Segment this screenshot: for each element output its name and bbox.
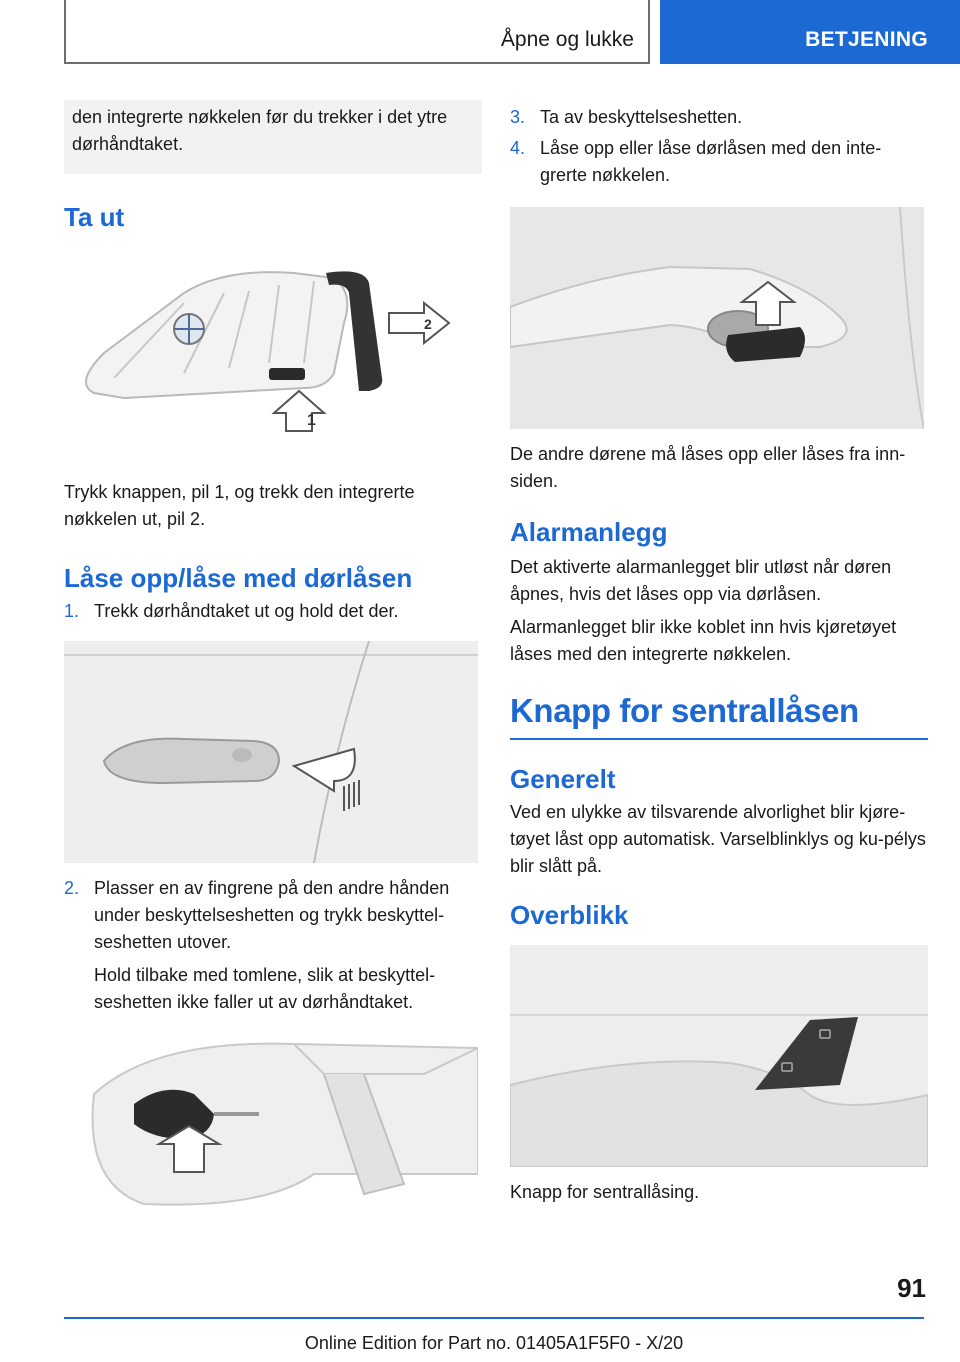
note-text: den integrerte nøkkelen før du trekker i det ytre dørhåndtaket. (72, 107, 448, 154)
header-section-title: Åpne og lukke (500, 28, 634, 51)
steps-list-right (510, 104, 928, 189)
list-item (64, 875, 482, 1016)
heading-alarm: Alarmanlegg (510, 517, 668, 547)
page-number: 91 (897, 1273, 926, 1303)
note-box (64, 100, 482, 174)
right-column (510, 100, 928, 1206)
para-alarm-2: Alarmanlegget blir ikke koblet inn hvis kjøretøyet låses med den integrerte nøkkelen. (510, 617, 897, 664)
para-alarm-1: Det aktiverte alarmanlegget blir utløst når døren åpnes, hvis det låses opp via dørlåsen. (510, 557, 892, 604)
caption-take-out: Trykk knappen, pil 1, og trekk den integrerte nøkkelen ut, pil 2. (64, 482, 415, 529)
step-number: 4. (510, 138, 526, 158)
footer-rule (64, 1317, 924, 1319)
heading-central-locking: Knapp for sentrallåsen (510, 692, 859, 729)
heading-general: Generelt (510, 764, 616, 794)
step-text: Plasser en av fingrene på den andre hånden under beskyttelseshetten og trykk beskyttel-seshetten utover. (94, 878, 450, 952)
heading-take-out: Ta ut (64, 202, 125, 232)
key-removal-figure (64, 263, 482, 453)
step-text: Låse opp eller låse dørlåsen med den inte-grerte nøkkelen. (540, 138, 882, 185)
edition-text: Online Edition for Part no. 01405A1F5F0 - X/20 (304, 1333, 684, 1353)
protective-cap-figure (64, 1034, 478, 1224)
door-lock-key-figure (510, 207, 924, 429)
heading-rule (510, 738, 928, 740)
central-lock-button-figure (510, 945, 928, 1167)
list-item (510, 135, 928, 189)
steps-list-left-2 (64, 875, 482, 1016)
heading-lock: Låse opp/låse med dørlåsen (64, 563, 413, 593)
para-other-doors: De andre dørene må låses opp eller låses fra inn-siden. (510, 444, 906, 491)
list-item (64, 598, 482, 625)
header-chapter-tab (660, 0, 960, 64)
door-handle-figure (64, 641, 478, 863)
para-general: Ved en ulykke av tilsvarende alvorlighet blir kjøre-tøyet låst opp automatisk. Varselblinklys og ku-pélys blir slått på. (510, 802, 926, 876)
arrow-label-1: 1 (307, 412, 316, 429)
step-number: 3. (510, 107, 526, 127)
step-extra-text: Hold tilbake med tomlene, slik at beskyttel-seshetten ikke faller ut av dørhåndtaket. (94, 965, 436, 1012)
steps-list-left (64, 598, 482, 625)
list-item (510, 104, 928, 131)
arrow-label-2: 2 (424, 316, 432, 332)
step-number: 1. (64, 601, 80, 621)
step-text: Trekk dørhåndtaket ut og hold det der. (94, 601, 399, 621)
caption-overview: Knapp for sentrallåsing. (510, 1182, 700, 1202)
header-chapter-title: BETJENING (805, 28, 928, 51)
header-section-frame (64, 0, 650, 64)
left-column (64, 100, 482, 1224)
heading-overview: Overblikk (510, 900, 629, 930)
step-number: 2. (64, 878, 80, 898)
step-text: Ta av beskyttelseshetten. (540, 107, 743, 127)
